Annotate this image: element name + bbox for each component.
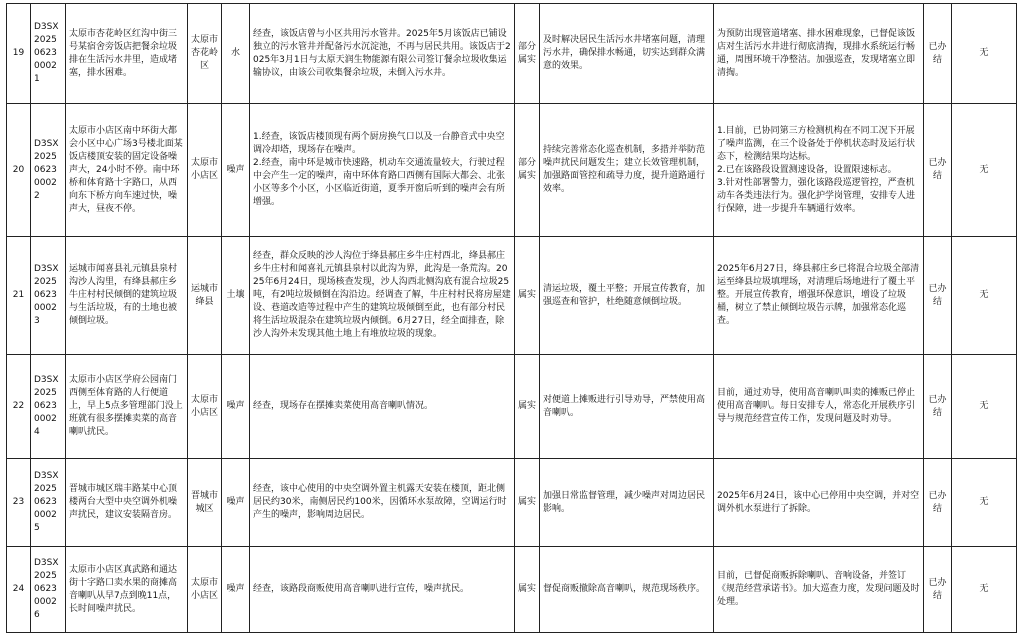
handling-measure: 加强日常监督管理，减少噪声对周边居民影响。 [540,459,714,547]
table-row [7,104,1017,237]
pollution-type: 水 [222,4,250,104]
verdict: 属实 [515,547,540,633]
completion-status: 已办结 [924,459,952,547]
completion-status: 已办结 [924,547,952,633]
investigation-finding: 1.经查，该饭店楼顶现有两个厨房换气口以及一台静音式中央空调冷却塔，现场存在噪声。 2.经查，南中环是城市快速路，机动车交通流量较大，行驶过程中会产生一定的噪声，南中环体育路口西侧有国际大都会、北张小区等多个小区，小区临近街道，夏季开窗后听到的噪声会有所增强。 [250,104,515,237]
case-code: D3SX2025062300021 [31,4,66,104]
handling-measure: 对便道上摊贩进行引导劝导，严禁使用高音喇叭。 [540,355,714,459]
verdict: 属实 [515,355,540,459]
accountability: 无 [952,355,1017,459]
table-row [7,355,1017,459]
table-row [7,4,1017,104]
rectification-status: 2025年6月27日，绛县郝庄乡已将混合垃圾全部清运至绛县垃圾填埋场，对清理后场地进行了覆土平整。开展宣传教育，增强环保意识，增设了垃圾桶，树立了禁止倾倒垃圾告示牌，加强常态化巡查。 [714,237,924,355]
admin-area: 运城市绛县 [188,237,222,355]
row-number: 21 [7,237,31,355]
accountability: 无 [952,547,1017,633]
table-row [7,459,1017,547]
admin-area: 太原市小店区 [188,547,222,633]
completion-status: 已办结 [924,355,952,459]
handling-measure: 持续完善常态化巡查机制，多措并举防范噪声扰民问题发生；建立长效管理机制，加强路面管控和疏导力度，提升道路通行效率。 [540,104,714,237]
case-code: D3SX2025062300023 [31,237,66,355]
verdict: 部分属实 [515,4,540,104]
rectification-status: 2025年6月24日，该中心已停用中央空调，并对空调外机水泵进行了拆除。 [714,459,924,547]
completion-status: 已办结 [924,237,952,355]
rectification-status: 1.目前，已协同第三方检测机构在不同工况下开展了噪声监测，在三个设备处于停机状态时及运行状态下，检测结果均达标。 2.已在该路段设置测速设备，设置限速标志。 3.针对性部署警力，强化该路段巡逻管控，严查机动车各类违法行为。强化护学岗管理，安排专人进行保障，进一步提升车辆通行效率。 [714,104,924,237]
verdict: 部分属实 [515,104,540,237]
case-code: D3SX2025062300024 [31,355,66,459]
investigation-finding: 经查，群众反映的沙人沟位于绛县郝庄乡牛庄村西北，绛县郝庄乡牛庄村和闻喜礼元镇县泉村以此沟为界，此沟是一条荒沟。2025年6月24日，现场核查发现，沙人沟西北侧沟底有混合垃圾25吨，有2吨垃圾倾倒在沟沿边。经调查了解，牛庄村村民将房屋建设、巷道改造等过程中产生的建筑垃圾倾倒至此，也有部分村民将生活垃圾混杂在建筑垃圾内倾倒。6月27日，经全面排查，除沙人沟外未发现其他土地上有堆放垃圾的现象。 [250,237,515,355]
verdict: 属实 [515,237,540,355]
rectification-status: 为预防出现管道堵塞、排水困难现象，已督促该饭店对生活污水井进行彻底清掏，现排水系统运行畅通，周围环境干净整洁。加强巡查，发现堵塞立即清掏。 [714,4,924,104]
complaint-content: 运城市闻喜县礼元镇县泉村沟沙人沟里，有绛县郝庄乡牛庄村村民倾倒的建筑垃圾与生活垃圾，有的土地也被倾倒垃圾。 [66,237,188,355]
rectification-status: 目前，已督促商贩拆除喇叭、音响设备，并签订《规范经营承诺书》。加大巡查力度，发现问题及时处理。 [714,547,924,633]
pollution-type: 噪声 [222,355,250,459]
table-row [7,237,1017,355]
complaint-content: 晋城市城区瑞丰路某中心顶楼两台大型中央空调外机噪声扰民，建议安装隔音房。 [66,459,188,547]
complaint-content: 太原市杏花岭区红沟中街三号某宿舍旁饭店把餐余垃圾排在生活污水井里，造成堵塞，排水困难。 [66,4,188,104]
case-code: D3SX2025062300026 [31,547,66,633]
handling-measure: 督促商贩撤除高音喇叭，规范现场秩序。 [540,547,714,633]
case-code: D3SX2025062300025 [31,459,66,547]
table-row [7,547,1017,633]
accountability: 无 [952,4,1017,104]
admin-area: 太原市小店区 [188,355,222,459]
complaint-table [6,3,1017,633]
handling-measure: 及时解决居民生活污水井堵塞问题，清理污水井，确保排水畅通，切实达到群众满意的效果。 [540,4,714,104]
completion-status: 已办结 [924,4,952,104]
row-number: 23 [7,459,31,547]
row-number: 20 [7,104,31,237]
investigation-finding: 经查，该路段商贩使用高音喇叭进行宣传，噪声扰民。 [250,547,515,633]
completion-status: 已办结 [924,104,952,237]
investigation-finding: 经查，现场存在摆摊卖菜使用高音喇叭情况。 [250,355,515,459]
pollution-type: 噪声 [222,459,250,547]
accountability: 无 [952,459,1017,547]
investigation-finding: 经查，该中心使用的中央空调外置主机露天安装在楼顶，距北侧居民约30米，南侧居民约100米，因循环水泵故障，空调运行时产生的噪声，影响周边居民。 [250,459,515,547]
admin-area: 晋城市城区 [188,459,222,547]
case-code: D3SX2025062300022 [31,104,66,237]
row-number: 22 [7,355,31,459]
complaint-content: 太原市小店区学府公园南门西侧至体育路的人行便道上，早上5点多管理部门没上班就有很多摆摊卖菜的高音喇叭扰民。 [66,355,188,459]
row-number: 24 [7,547,31,633]
pollution-type: 噪声 [222,547,250,633]
verdict: 属实 [515,459,540,547]
admin-area: 太原市杏花岭区 [188,4,222,104]
pollution-type: 噪声 [222,104,250,237]
handling-measure: 清运垃圾，覆土平整；开展宣传教育，加强巡查和管护，杜绝随意倾倒垃圾。 [540,237,714,355]
row-number: 19 [7,4,31,104]
investigation-finding: 经查，该饭店曾与小区共用污水管井。2025年5月该饭店已铺设独立的污水管井并配备污水沉淀池，不再与居民共用。该饭店于2025年3月1日与太原天润生物能源有限公司签订餐余垃圾收集运输协议，由该公司收集餐余垃圾，未倒入污水井。 [250,4,515,104]
pollution-type: 土壤 [222,237,250,355]
admin-area: 太原市小店区 [188,104,222,237]
complaint-content: 太原市小店区真武路和通达街十字路口卖水果的商摊高音喇叭从早7点到晚11点，长时间噪声扰民。 [66,547,188,633]
rectification-status: 目前，通过劝导，使用高音喇叭叫卖的摊贩已停止使用高音喇叭。每日安排专人，常态化开展秩序引导与规范经营宣传工作，发现问题及时劝导。 [714,355,924,459]
complaint-content: 太原市小店区南中环街大都会小区中心广场3号楼北面某饭店楼顶安装的固定设备噪声大，24小时不停。南中环桥和体育路十字路口，从西向东下桥方向车速过快，噪声大，昼夜不停。 [66,104,188,237]
accountability: 无 [952,237,1017,355]
accountability: 无 [952,104,1017,237]
